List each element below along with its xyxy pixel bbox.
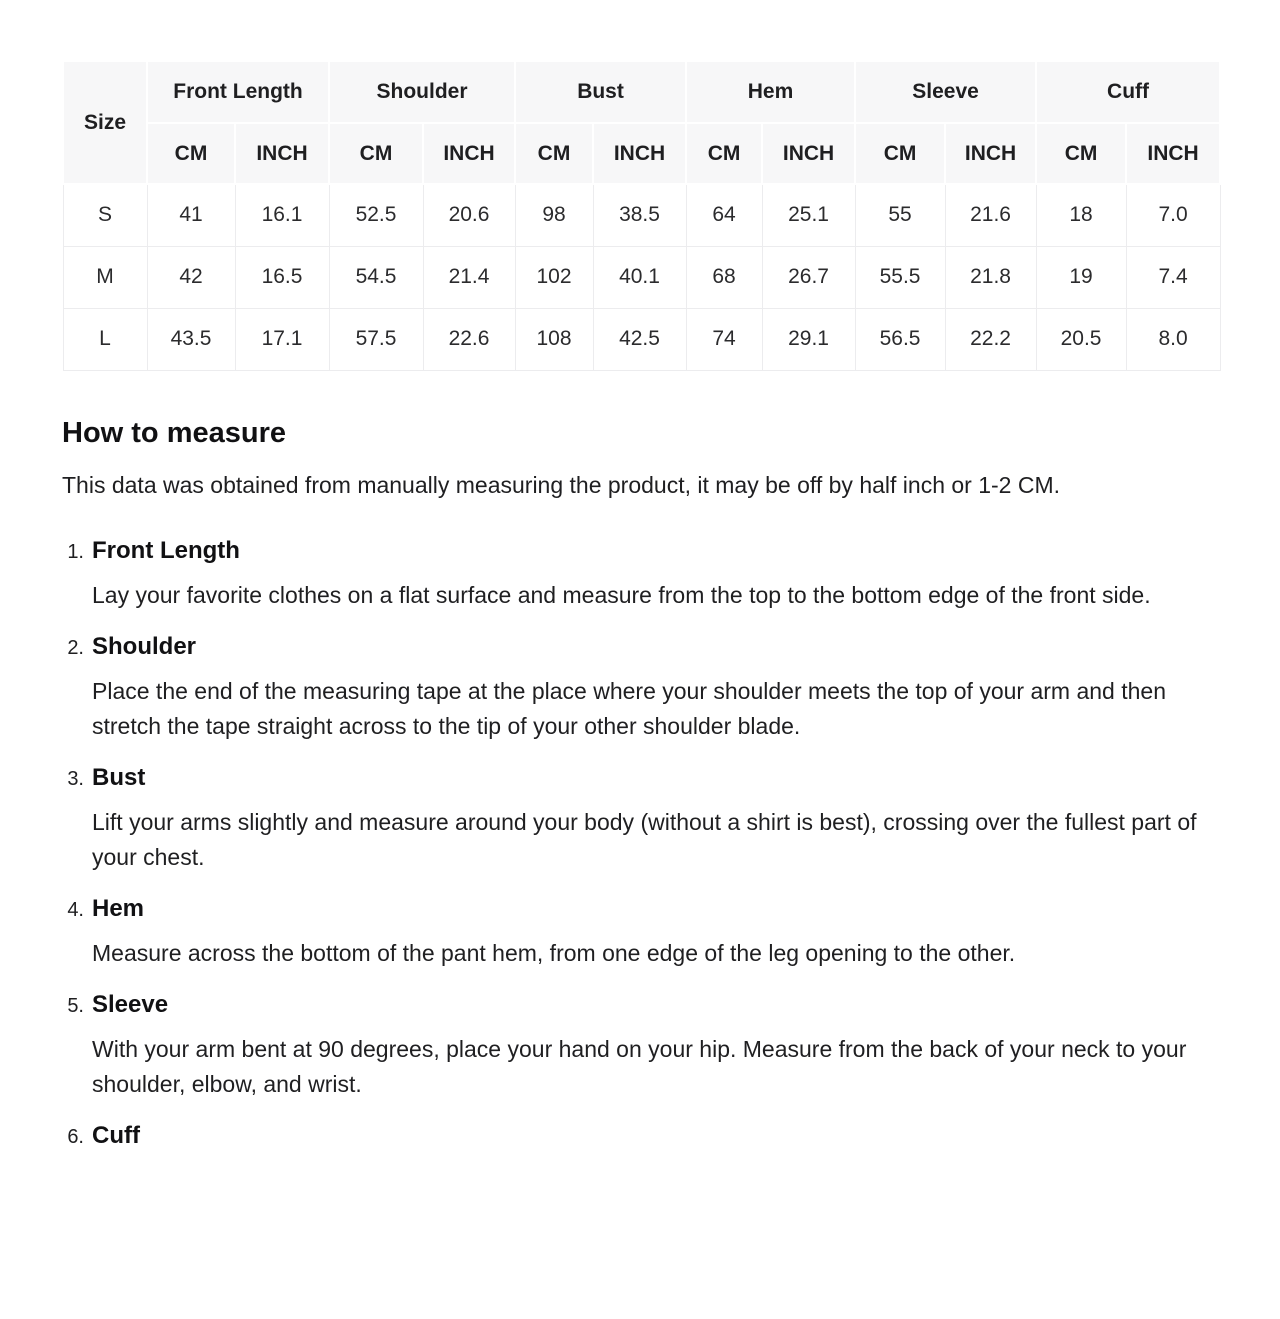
measurement-cell: 8.0 (1126, 308, 1220, 370)
group-header-sleeve: Sleeve (855, 61, 1036, 123)
list-item-description: Lay your favorite clothes on a flat surface and measure from the top to the bottom edge of the front side. (92, 581, 1151, 608)
list-item-title: Sleeve (92, 990, 169, 1018)
measurement-cell: 21.6 (945, 184, 1036, 246)
measurement-cell: 57.5 (329, 308, 423, 370)
list-item-description: Lift your arms slightly and measure around your body (without a shirt is best), crossing over the fullest part of your chest. (92, 808, 1197, 870)
measurement-cell: 40.1 (593, 246, 686, 308)
measurement-cell: 41 (147, 184, 235, 246)
group-header-hem: Hem (686, 61, 855, 123)
measurement-cell: 22.6 (423, 308, 515, 370)
measurement-cell: 20.5 (1036, 308, 1126, 370)
list-item-bust (62, 764, 1218, 875)
table-group-header-row (63, 61, 1220, 123)
measurement-cell: 64 (686, 184, 762, 246)
measurement-cell: 42 (147, 246, 235, 308)
unit-header-inch: INCH (593, 123, 686, 184)
measurement-cell: 21.4 (423, 246, 515, 308)
group-header-bust: Bust (515, 61, 686, 123)
list-item-description: Place the end of the measuring tape at the place where your shoulder meets the top of your arm and then stretch the tape straight across to the tip of your other shoulder blade. (92, 677, 1166, 739)
list-item-description: Measure across the bottom of the pant hem, from one edge of the leg opening to the other. (92, 939, 1016, 966)
unit-header-cm: CM (329, 123, 423, 184)
list-item-title: Cuff (92, 1121, 140, 1149)
measurement-cell: 43.5 (147, 308, 235, 370)
list-item-head (62, 895, 1218, 923)
unit-header-inch: INCH (1126, 123, 1220, 184)
unit-header-inch: INCH (945, 123, 1036, 184)
measurement-cell: 42.5 (593, 308, 686, 370)
group-header-shoulder: Shoulder (329, 61, 515, 123)
list-item-head (62, 764, 1218, 792)
list-item-number: 4. (67, 898, 84, 921)
measurement-cell: 21.8 (945, 246, 1036, 308)
size-column-header: Size (63, 61, 147, 184)
list-item-title: Hem (92, 894, 145, 922)
measurement-cell: 52.5 (329, 184, 423, 246)
table-row-size-s (63, 184, 1220, 246)
measurement-cell: 29.1 (762, 308, 855, 370)
list-item-hem (62, 895, 1218, 971)
list-item-title: Shoulder (92, 632, 197, 660)
unit-header-inch: INCH (235, 123, 329, 184)
list-item-head (62, 991, 1218, 1019)
unit-header-cm: CM (686, 123, 762, 184)
measurement-cell: 16.5 (235, 246, 329, 308)
measurement-cell: 16.1 (235, 184, 329, 246)
list-item-title: Front Length (92, 536, 240, 564)
size-cell: L (63, 308, 147, 370)
list-item-sleeve (62, 991, 1218, 1102)
list-item-number: 3. (67, 767, 84, 790)
list-item-description: With your arm bent at 90 degrees, place your hand on your hip. Measure from the back of your neck to your shoulder, elbow, and wrist. (92, 1035, 1187, 1097)
list-item-head (62, 537, 1218, 565)
how-to-measure-heading: How to measure (62, 416, 286, 449)
measurement-cell: 19 (1036, 246, 1126, 308)
measurement-cell: 98 (515, 184, 593, 246)
list-item-head (62, 1122, 1218, 1150)
list-item-cuff (62, 1122, 1218, 1150)
measurement-cell: 55 (855, 184, 945, 246)
unit-header-inch: INCH (762, 123, 855, 184)
list-item-number: 6. (67, 1125, 84, 1148)
unit-header-cm: CM (515, 123, 593, 184)
measurement-cell: 55.5 (855, 246, 945, 308)
measurement-cell: 56.5 (855, 308, 945, 370)
list-item-number: 1. (67, 540, 84, 563)
measurement-cell: 20.6 (423, 184, 515, 246)
measurement-cell: 25.1 (762, 184, 855, 246)
measurement-cell: 108 (515, 308, 593, 370)
list-item-title: Bust (92, 763, 146, 791)
list-item-head (62, 633, 1218, 661)
measurement-cell: 7.0 (1126, 184, 1220, 246)
unit-header-inch: INCH (423, 123, 515, 184)
table-unit-header-row (63, 123, 1220, 184)
group-header-cuff: Cuff (1036, 61, 1220, 123)
size-chart-table (62, 60, 1221, 371)
list-item-number: 2. (67, 636, 84, 659)
size-cell: S (63, 184, 147, 246)
measure-disclaimer-text: This data was obtained from manually measuring the product, it may be off by half inch or 1-2 CM. (62, 471, 1061, 498)
unit-header-cm: CM (1036, 123, 1126, 184)
table-row-size-m (63, 246, 1220, 308)
measurement-cell: 26.7 (762, 246, 855, 308)
list-item-number: 5. (67, 994, 84, 1017)
list-item-front-length (62, 537, 1218, 613)
measurement-cell: 22.2 (945, 308, 1036, 370)
size-cell: M (63, 246, 147, 308)
list-item-shoulder (62, 633, 1218, 744)
measurement-cell: 18 (1036, 184, 1126, 246)
measure-instructions-list (62, 537, 1218, 1150)
measurement-cell: 38.5 (593, 184, 686, 246)
unit-header-cm: CM (855, 123, 945, 184)
measurement-cell: 102 (515, 246, 593, 308)
measurement-cell: 7.4 (1126, 246, 1220, 308)
measurement-cell: 17.1 (235, 308, 329, 370)
measurement-cell: 54.5 (329, 246, 423, 308)
group-header-front-length: Front Length (147, 61, 329, 123)
table-row-size-l (63, 308, 1220, 370)
unit-header-cm: CM (147, 123, 235, 184)
measurement-cell: 68 (686, 246, 762, 308)
measurement-cell: 74 (686, 308, 762, 370)
